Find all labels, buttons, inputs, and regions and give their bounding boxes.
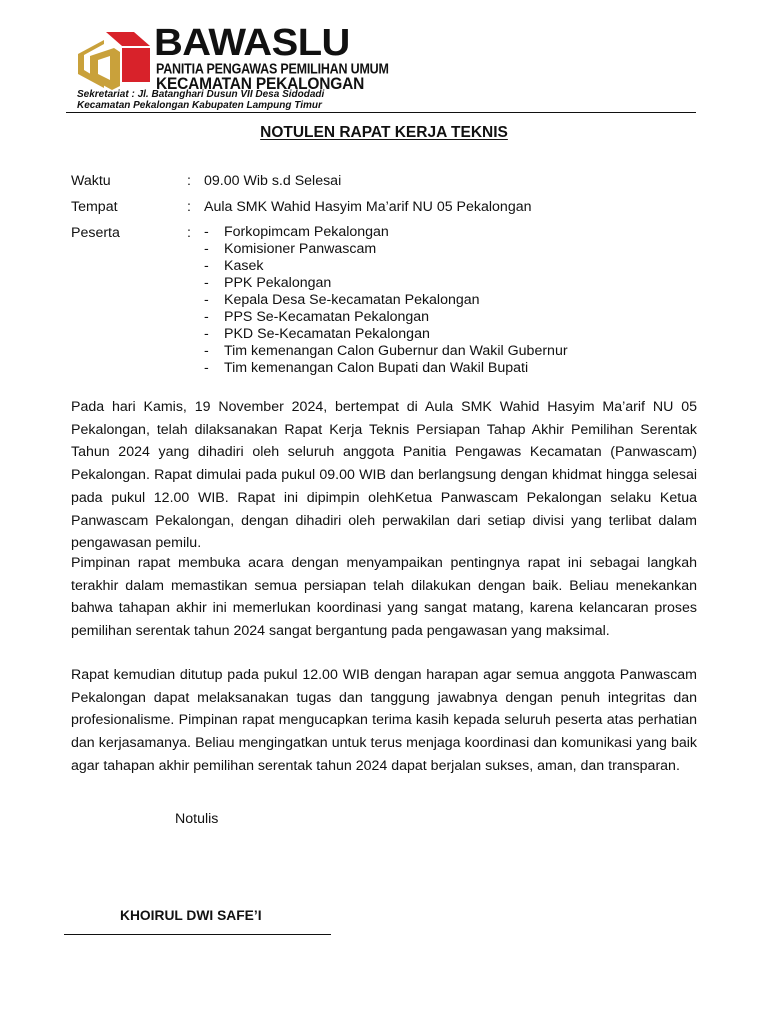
bawaslu-logo-icon bbox=[76, 30, 152, 90]
address-line-2: Kecamatan Pekalongan Kabupaten Lampung Timur bbox=[77, 100, 322, 111]
waktu-label: Waktu bbox=[71, 173, 111, 189]
tempat-label: Tempat bbox=[71, 199, 118, 215]
list-dash: - bbox=[204, 258, 209, 274]
peserta-colon: : bbox=[187, 225, 191, 241]
org-subtitle: PANITIA PENGAWAS PEMILIHAN UMUM bbox=[156, 60, 389, 77]
paragraph-closing: Rapat kemudian ditutup pada pukul 12.00 WIB dengan harapan agar semua anggota Panwascam Pekalongan dapat melaksanakan tugas dan tanggung jawabnya dengan penuh integritas dan profesionalisme. Pimpinan rapat mengucapkan terima kasih kepada seluruh peserta atas perhatian dan kerjasamanya. Beliau mengingatkan untuk terus menjaga koordinasi dan komunikasi yang baik agar tahapan akhir pemilihan serentak tahun 2024 dapat berjalan sukses, aman, dan transparan. bbox=[71, 667, 697, 774]
waktu-value: 09.00 Wib s.d Selesai bbox=[204, 173, 342, 189]
list-dash: - bbox=[204, 224, 209, 240]
list-dash: - bbox=[204, 360, 209, 376]
paragraph-agenda: Pimpinan rapat membuka acara dengan menyampaikan pentingnya rapat ini sebagai langkah terakhir dalam memastikan semua persiapan telah dilakukan dengan baik. Beliau menekankan bahwa tahapan akhir ini memerlukan koordinasi yang sangat matang, karena kelancaran proses pemilihan serentak tahun 2024 sangat bergantung pada pengawasan yang maksimal. bbox=[71, 555, 697, 640]
tempat-value: Aula SMK Wahid Hasyim Ma’arif NU 05 Pekalongan bbox=[204, 199, 532, 215]
list-item: - Tim kemenangan Calon Bupati dan Wakil Bupati bbox=[204, 360, 529, 376]
org-name: BAWASLU bbox=[154, 22, 350, 64]
document-title: NOTULEN RAPAT KERJA TEKNIS bbox=[260, 124, 508, 141]
org-district: KECAMATAN PEKALONGAN bbox=[156, 74, 365, 94]
secretariat-address bbox=[77, 89, 324, 111]
list-item: - PPS Se-Kecamatan Pekalongan bbox=[204, 309, 430, 325]
list-item: - Kepala Desa Se-kecamatan Pekalongan bbox=[204, 292, 480, 308]
list-item: - Forkopimcam Pekalongan bbox=[204, 224, 389, 240]
tempat-colon: : bbox=[187, 199, 191, 215]
paragraph-opening: Pada hari Kamis, 19 November 2024, bertempat di Aula SMK Wahid Hasyim Ma’arif NU 05 Pekalongan, telah dilaksanakan Rapat Kerja Teknis Persiapan Tahap Akhir Pemilihan Serentak Tahun 2024 yang dihadiri oleh seluruh anggota Panitia Pengawas Kecamatan (Panwascam) Pekalongan. Rapat dimulai pada pukul 09.00 WIB dan berlangsung dengan khidmat hingga selesai pada pukul 12.00 WIB. Rapat ini dipimpin olehKetua Panwascam Pekalongan selaku Ketua Panwascam Pekalongan, dengan dihadiri oleh perwakilan dari setiap divisi yang terlibat dalam pengawasan pemilu. bbox=[71, 399, 697, 552]
list-dash: - bbox=[204, 309, 209, 325]
signer-name: KHOIRUL DWI SAFE’I bbox=[120, 908, 262, 923]
signature-line bbox=[64, 934, 331, 935]
header-divider bbox=[66, 112, 696, 113]
list-item: - PKD Se-Kecamatan Pekalongan bbox=[204, 326, 430, 342]
list-item: - Tim kemenangan Calon Gubernur dan Wakil Gubernur bbox=[204, 343, 568, 359]
list-dash: - bbox=[204, 241, 209, 257]
list-item: - PPK Pekalongan bbox=[204, 275, 332, 291]
list-item: - Komisioner Panwascam bbox=[204, 241, 377, 257]
list-dash: - bbox=[204, 292, 209, 308]
peserta-label: Peserta bbox=[71, 225, 120, 241]
peserta-list bbox=[204, 224, 568, 377]
waktu-colon: : bbox=[187, 173, 191, 189]
address-line-1: Sekretariat : Jl. Batanghari Dusun VII Desa Sidodadi bbox=[77, 89, 325, 100]
list-dash: - bbox=[204, 275, 209, 291]
list-dash: - bbox=[204, 326, 209, 342]
list-dash: - bbox=[204, 343, 209, 359]
notulis-label: Notulis bbox=[175, 811, 219, 827]
list-item: - Kasek bbox=[204, 258, 264, 274]
